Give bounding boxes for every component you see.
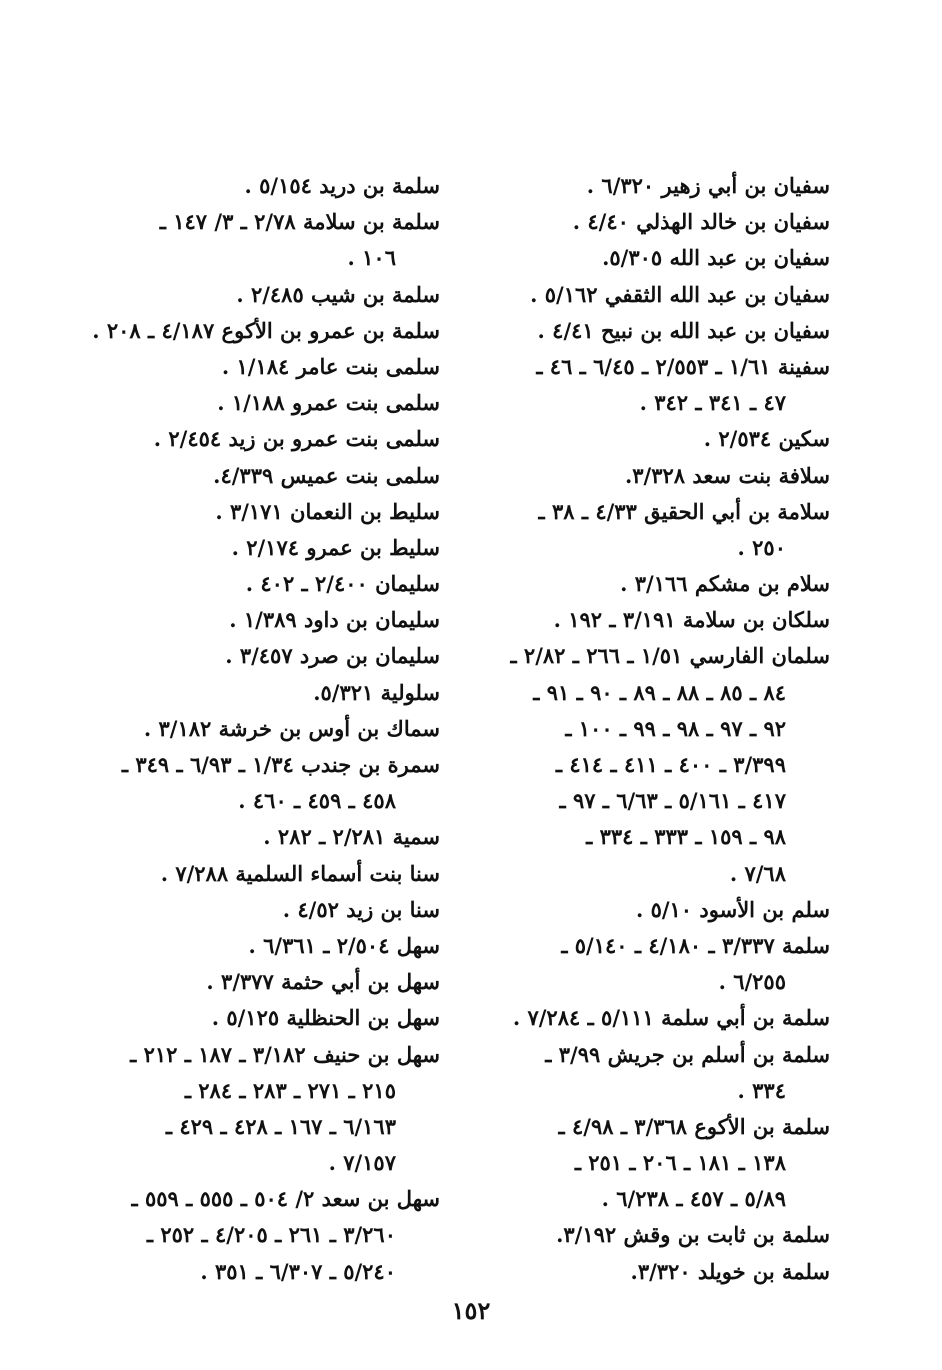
index-entry: سلمة بن الأكوع ٣/٣٦٨ ـ ٤/٩٨ ـ <box>558 1113 830 1139</box>
index-entry: ٥/٢٤٠ ـ ٦/٣٠٧ ـ ٣٥١ . <box>200 1258 396 1284</box>
index-entry: ٣٣٤ . <box>737 1077 786 1103</box>
index-entry: ٧/١٥٧ . <box>328 1150 396 1176</box>
index-column-left <box>92 168 440 1290</box>
index-entry: سليط بن عمرو ٢/١٧٤ . <box>231 534 440 560</box>
index-entry: سفينة ١/٦١ ـ ٢/٥٥٣ ـ ٦/٤٥ ـ ٤٦ ـ <box>536 353 830 379</box>
index-entry: سلمة بن خويلد ٣/٣٢٠. <box>630 1258 830 1284</box>
index-entry: سنا بن زيد ٤/٥٢ . <box>282 896 440 922</box>
index-entry: سلمان الفارسي ١/٥١ ـ ٢٦٦ ـ ٢/٨٢ ـ <box>510 643 830 669</box>
index-entry: سلمة بن أبي سلمة ٥/١١١ ـ ٧/٢٨٤ . <box>512 1005 830 1031</box>
index-entry: سليمان ٢/٤٠٠ ـ ٤٠٢ . <box>245 571 440 597</box>
index-entry: سفيان بن عبد الله بن نبيح ٤/٤١ . <box>537 317 830 343</box>
index-entry: سلمة ٣/٣٣٧ ـ ٤/١٨٠ ـ ٥/١٤٠ ـ <box>561 932 830 958</box>
index-entry: سلمة بن سلامة ٢/٧٨ ـ ٣/ ١٤٧ ـ <box>159 209 440 235</box>
index-entry: سلمى بنت عمرو بن زيد ٢/٤٥٤ . <box>153 426 440 452</box>
index-entry: سلم بن الأسود ٥/١٠ . <box>635 896 830 922</box>
index-entry: سنا بنت أسماء السلمية ٧/٢٨٨ . <box>160 860 440 886</box>
index-entry: سليط بن النعمان ٣/١٧١ . <box>215 498 440 524</box>
index-entry: سهل بن الحنظلية ٥/١٢٥ . <box>211 1005 440 1031</box>
index-column-right <box>490 168 830 1290</box>
index-entry: سلمة بن شيب ٢/٤٨٥ . <box>236 281 440 307</box>
page-number: ١٥٢ <box>451 1296 491 1325</box>
index-entry: سلمة بن أسلم بن جريش ٣/٩٩ ـ <box>545 1041 830 1067</box>
index-entry: سماك بن أوس بن خرشة ٣/١٨٢ . <box>143 715 440 741</box>
index-entry: ٩٨ ـ ١٥٩ ـ ٣٣٣ ـ ٣٣٤ ـ <box>586 824 786 850</box>
index-entry: سفيان بن خالد الهذلي ٤/٤٠ . <box>572 209 830 235</box>
index-entry: سمرة بن جندب ١/٣٤ ـ ٦/٩٣ ـ ٣٤٩ ـ <box>121 752 440 777</box>
index-entry: سمية ٢/٢٨١ ـ ٢٨٢ . <box>263 824 440 850</box>
index-entry: سلمة بن دريد ٥/١٥٤ . <box>244 173 440 198</box>
index-entry: ٢١٥ ـ ٢٧١ ـ ٢٨٣ ـ ٢٨٤ ـ <box>184 1077 396 1103</box>
index-entry: سهل بن حنيف ٣/١٨٢ ـ ١٨٧ ـ ٢١٢ ـ <box>130 1041 440 1067</box>
index-entry: سهل ٢/٥٠٤ ـ ٦/٣٦١ . <box>248 932 440 958</box>
index-entry: سلولية ٥/٣٢١. <box>313 679 440 705</box>
index-entry: سلمى بنت عامر ١/١٨٤ . <box>221 353 440 379</box>
index-entry: سلمى بنت عمرو ١/١٨٨ . <box>217 390 440 416</box>
index-entry: سلمة بن ثابت بن وقش ٣/١٩٢. <box>556 1222 830 1248</box>
index-entry: ٤١٧ ـ ٥/١٦١ ـ ٦/٦٣ ـ ٩٧ ـ <box>559 788 786 814</box>
index-entry: سفيان بن عبد الله ٥/٣٠٥. <box>602 245 830 271</box>
index-entry: سفيان بن أبي زهير ٦/٣٢٠ . <box>586 173 830 198</box>
index-entry: ٥/٨٩ ـ ٤٥٧ ـ ٦/٢٣٨ . <box>601 1186 786 1212</box>
index-entry: سلكان بن سلامة ٣/١٩١ ـ ١٩٢ . <box>553 607 830 633</box>
index-entry: سليمان بن داود ١/٣٨٩ . <box>229 607 440 633</box>
index-entry: ٨٤ ـ ٨٥ ـ ٨٨ ـ ٨٩ ـ ٩٠ ـ ٩١ ـ <box>533 679 786 705</box>
index-entry: سلافة بنت سعد ٣/٣٢٨. <box>624 462 830 488</box>
index-entry: سفيان بن عبد الله الثقفي ٥/١٦٢ . <box>530 281 830 307</box>
index-entry: ٩٢ ـ ٩٧ ـ ٩٨ ـ ٩٩ ـ ١٠٠ ـ <box>565 715 786 741</box>
index-entry: ١٣٨ ـ ١٨١ ـ ٢٠٦ ـ ٢٥١ ـ <box>574 1150 786 1176</box>
index-entry: ٣/٢٦٠ ـ ٢٦١ ـ ٤/٢٠٥ ـ ٢٥٢ ـ <box>146 1222 396 1248</box>
index-entry: ١٠٦ . <box>347 245 396 271</box>
index-entry: ٧/٦٨ . <box>729 860 786 886</box>
index-entry: ٣/٣٩٩ ـ ٤٠٠ ـ ٤١١ ـ ٤١٤ ـ <box>555 752 786 777</box>
index-entry: سلامة بن أبي الحقيق ٤/٣٣ ـ ٣٨ ـ <box>538 498 830 524</box>
index-entry: سكين ٢/٥٣٤ . <box>703 426 830 452</box>
index-entry: سلام بن مشكم ٣/١٦٦ . <box>620 571 830 597</box>
index-entry: ٦/٢٥٥ . <box>718 969 786 995</box>
index-entry: سهل بن أبي حثمة ٣/٣٧٧ . <box>206 969 440 995</box>
index-entry: سلمى بنت عميس ٤/٣٣٩. <box>213 462 440 488</box>
index-entry: ٤٧ ـ ٣٤١ ـ ٣٤٢ . <box>639 390 786 416</box>
index-entry: ٢٥٠ . <box>737 534 786 560</box>
index-entry: سليمان بن صرد ٣/٤٥٧ . <box>225 643 440 669</box>
index-entry: سهل بن سعد ٢/ ٥٠٤ ـ ٥٥٥ ـ ٥٥٩ ـ <box>131 1186 440 1212</box>
index-entry: ٦/١٦٣ ـ ١٦٧ ـ ٤٢٨ ـ ٤٢٩ ـ <box>165 1113 396 1139</box>
index-entry: ٤٥٨ ـ ٤٥٩ ـ ٤٦٠ . <box>238 788 396 814</box>
index-entry: سلمة بن عمرو بن الأكوع ٤/١٨٧ ـ ٢٠٨ . <box>92 317 440 343</box>
